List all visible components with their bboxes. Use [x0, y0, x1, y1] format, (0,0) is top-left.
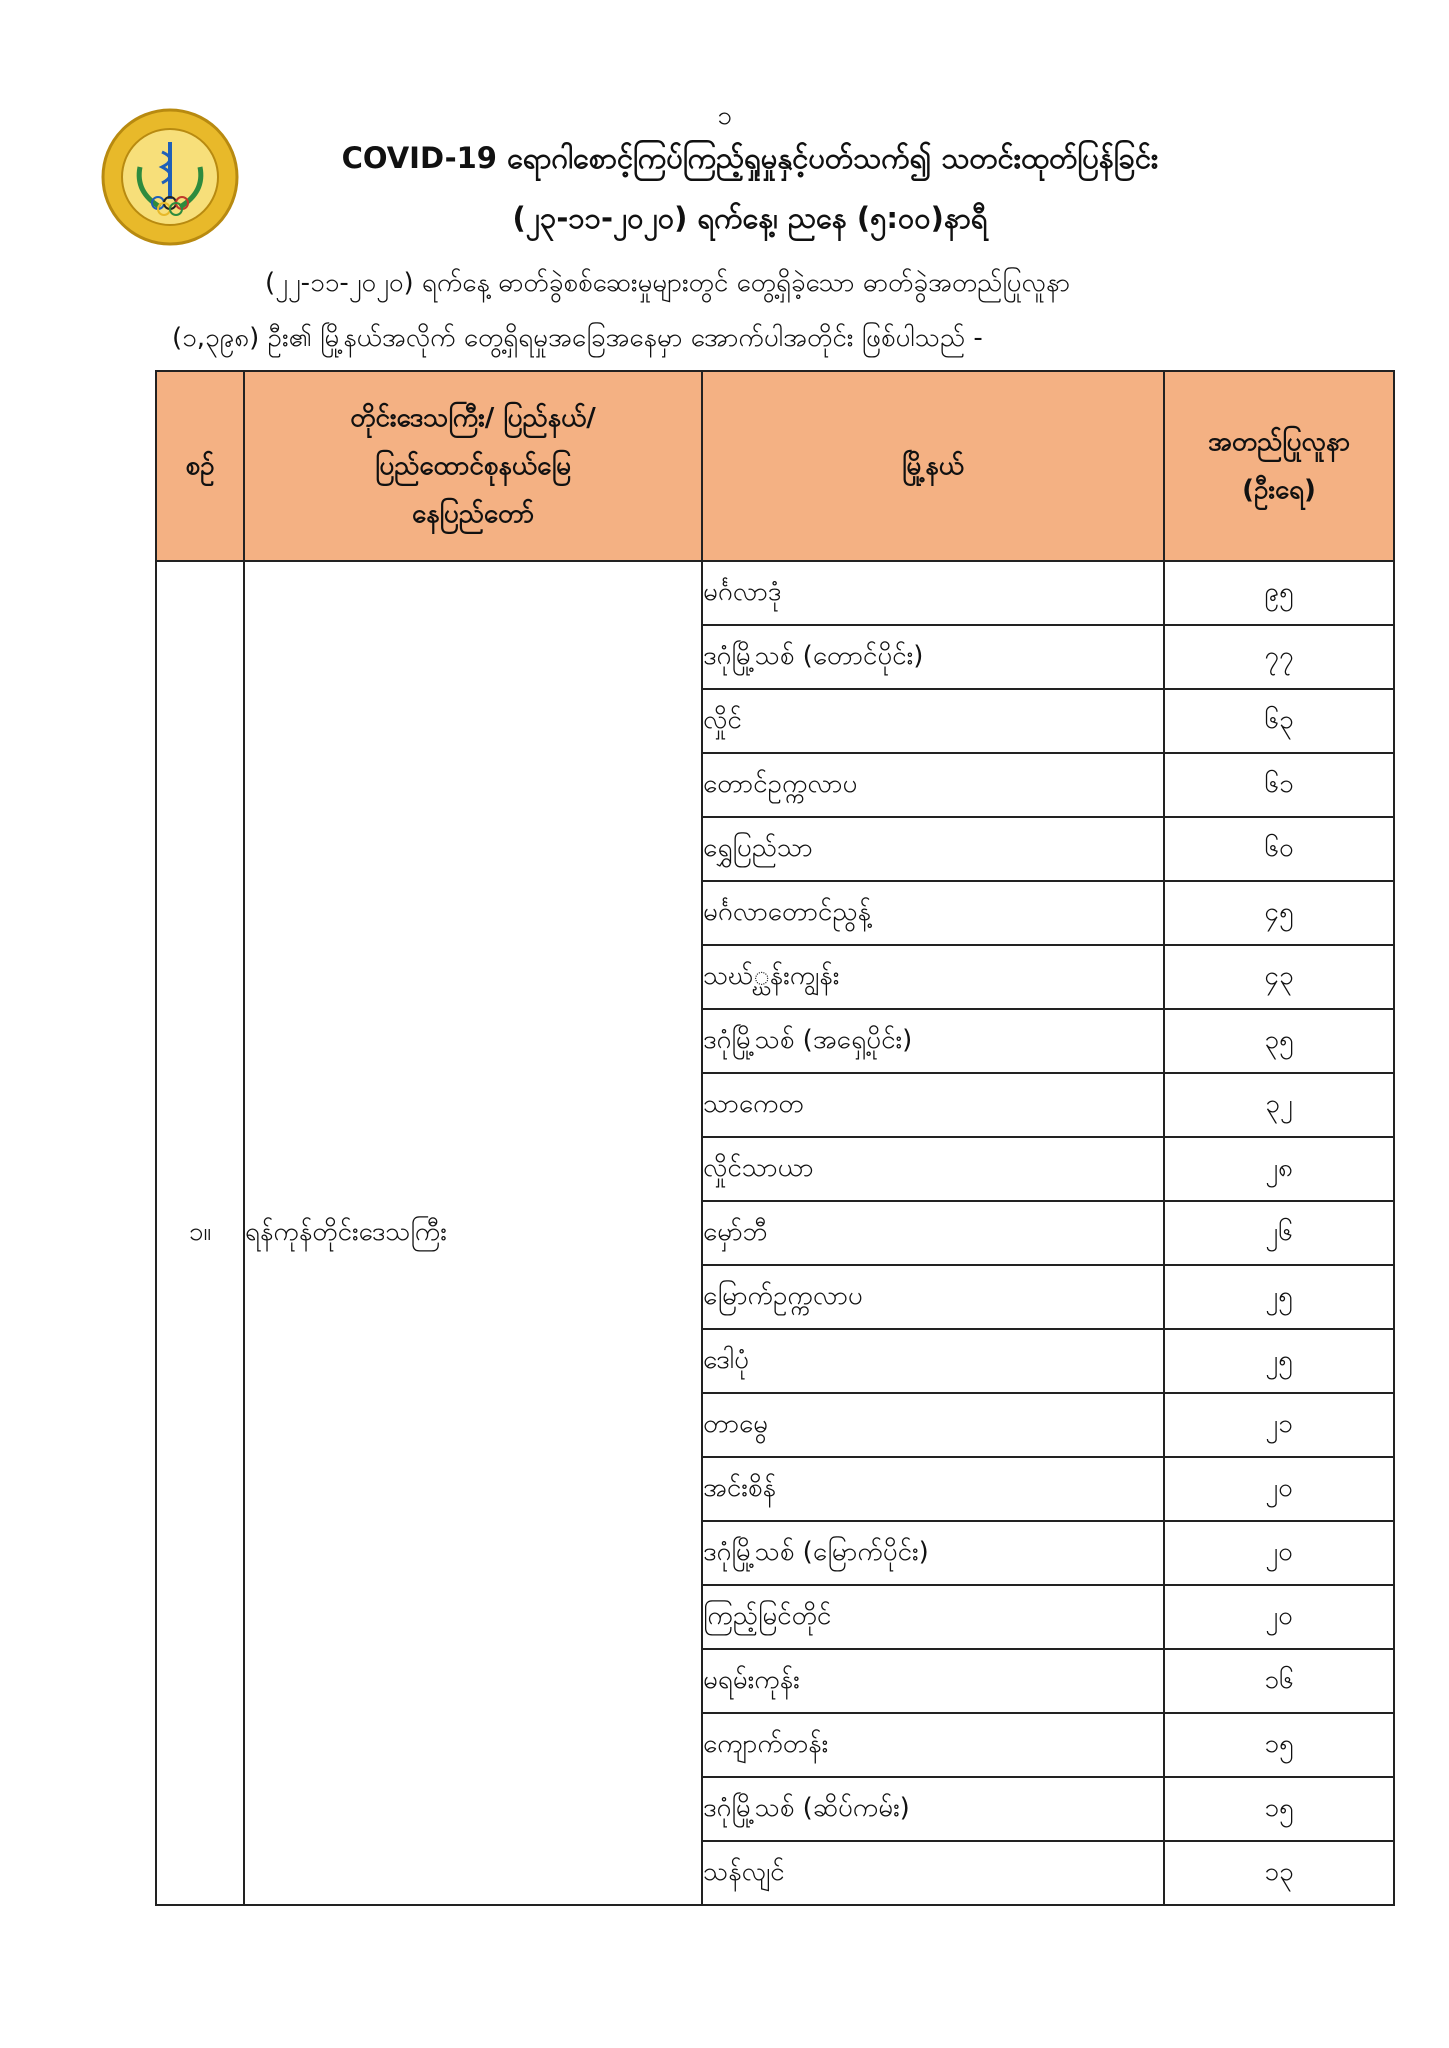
township-cell: သာကေတ	[702, 1073, 1164, 1137]
count-cell: ၆၁	[1164, 753, 1394, 817]
count-cell: ၂၀	[1164, 1585, 1394, 1649]
count-cell: ၁၅	[1164, 1713, 1394, 1777]
header-region-line-2: ပြည်ထောင်စုနယ်မြေ	[375, 451, 571, 481]
township-cell: သဃ်္ဃန်းကျွန်း	[702, 945, 1164, 1009]
township-cell: သန်လျင်	[702, 1841, 1164, 1905]
group-region: ရန်ကုန်တိုင်းဒေသကြီး	[244, 561, 702, 1905]
township-cell: ရွှေပြည်သာ	[702, 817, 1164, 881]
count-cell: ၂၀	[1164, 1521, 1394, 1585]
document-subtitle-date: (၂၃-၁၁-၂၀၂၀) ရက်နေ့၊ ညနေ (၅:၀၀)နာရီ	[512, 201, 988, 235]
count-cell: ၁၃	[1164, 1841, 1394, 1905]
header-region-line-3: နေပြည်တော်	[411, 499, 535, 529]
count-cell: ၄၅	[1164, 881, 1394, 945]
header-region	[244, 371, 702, 561]
table-header-row	[156, 371, 1394, 561]
count-cell: ၂၀	[1164, 1457, 1394, 1521]
count-cell: ၁၅	[1164, 1777, 1394, 1841]
count-cell: ၉၅	[1164, 561, 1394, 625]
township-cell: ဒဂုံမြို့သစ် (တောင်ပိုင်း)	[702, 625, 1164, 689]
intro-line-1: (၂၂-၁၁-၂၀၂၀) ရက်နေ့ ဓာတ်ခွဲစစ်ဆေးမှုများတွင် တွေ့ရှိခဲ့သော ဓာတ်ခွဲအတည်ပြုလူနာ	[265, 268, 1071, 298]
header-township: မြို့နယ်	[702, 371, 1164, 561]
table-row	[156, 561, 1394, 625]
township-cell: မြောက်ဥက္ကလာပ	[702, 1265, 1164, 1329]
township-cell: အင်းစိန်	[702, 1457, 1164, 1521]
township-cell: မင်္ဂလာဒုံ	[702, 561, 1164, 625]
township-cell: လှိုင်	[702, 689, 1164, 753]
cases-by-township-table	[155, 370, 1395, 1906]
intro-line-2: (၁,၃၉၈) ဦး၏ မြို့နယ်အလိုက် တွေ့ရှိရမှုအခြေအနေမှာ အောက်ပါအတိုင်း ဖြစ်ပါသည် -	[172, 323, 983, 353]
count-cell: ၃၂	[1164, 1073, 1394, 1137]
township-cell: ဒဂုံမြို့သစ် (ဆိပ်ကမ်း)	[702, 1777, 1164, 1841]
township-cell: ဒေါပုံ	[702, 1329, 1164, 1393]
count-cell: ၂၅	[1164, 1329, 1394, 1393]
township-cell: မှော်ဘီ	[702, 1201, 1164, 1265]
header-serial: စဉ်	[156, 371, 244, 561]
count-cell: ၇၇	[1164, 625, 1394, 689]
count-cell: ၂၁	[1164, 1393, 1394, 1457]
count-cell: ၁၆	[1164, 1649, 1394, 1713]
document-title: COVID-19 ရောဂါစောင့်ကြပ်ကြည့်ရှုမှုနှင့်ပတ်သက်၍ သတင်းထုတ်ပြန်ခြင်း	[341, 141, 1159, 175]
township-cell: မင်္ဂလာတောင်ညွန့်	[702, 881, 1164, 945]
count-cell: ၂၆	[1164, 1201, 1394, 1265]
township-cell: မရမ်းကုန်း	[702, 1649, 1164, 1713]
header-count-line-1: အတည်ပြုလူနာ	[1207, 427, 1351, 457]
count-cell: ၃၅	[1164, 1009, 1394, 1073]
header-count	[1164, 371, 1394, 561]
group-serial: ၁။	[156, 561, 244, 1905]
count-cell: ၆၃	[1164, 689, 1394, 753]
header-count-line-2: (ဦးရေ)	[1242, 475, 1316, 505]
township-cell: ကြည့်မြင်တိုင်	[702, 1585, 1164, 1649]
township-cell: ဒဂုံမြို့သစ် (အရှေ့ပိုင်း)	[702, 1009, 1164, 1073]
township-cell: တာမွေ	[702, 1393, 1164, 1457]
page-number: ၁	[717, 101, 732, 131]
count-cell: ၆၀	[1164, 817, 1394, 881]
township-cell: လှိုင်သာယာ	[702, 1137, 1164, 1201]
township-cell: ဒဂုံမြို့သစ် (မြောက်ပိုင်း)	[702, 1521, 1164, 1585]
ministry-logo	[100, 107, 240, 247]
township-cell: ကျောက်တန်း	[702, 1713, 1164, 1777]
header-region-line-1: တိုင်းဒေသကြီး/ ပြည်နယ်/	[350, 403, 596, 433]
township-cell: တောင်ဥက္ကလာပ	[702, 753, 1164, 817]
count-cell: ၂၈	[1164, 1137, 1394, 1201]
count-cell: ၂၅	[1164, 1265, 1394, 1329]
count-cell: ၄၃	[1164, 945, 1394, 1009]
